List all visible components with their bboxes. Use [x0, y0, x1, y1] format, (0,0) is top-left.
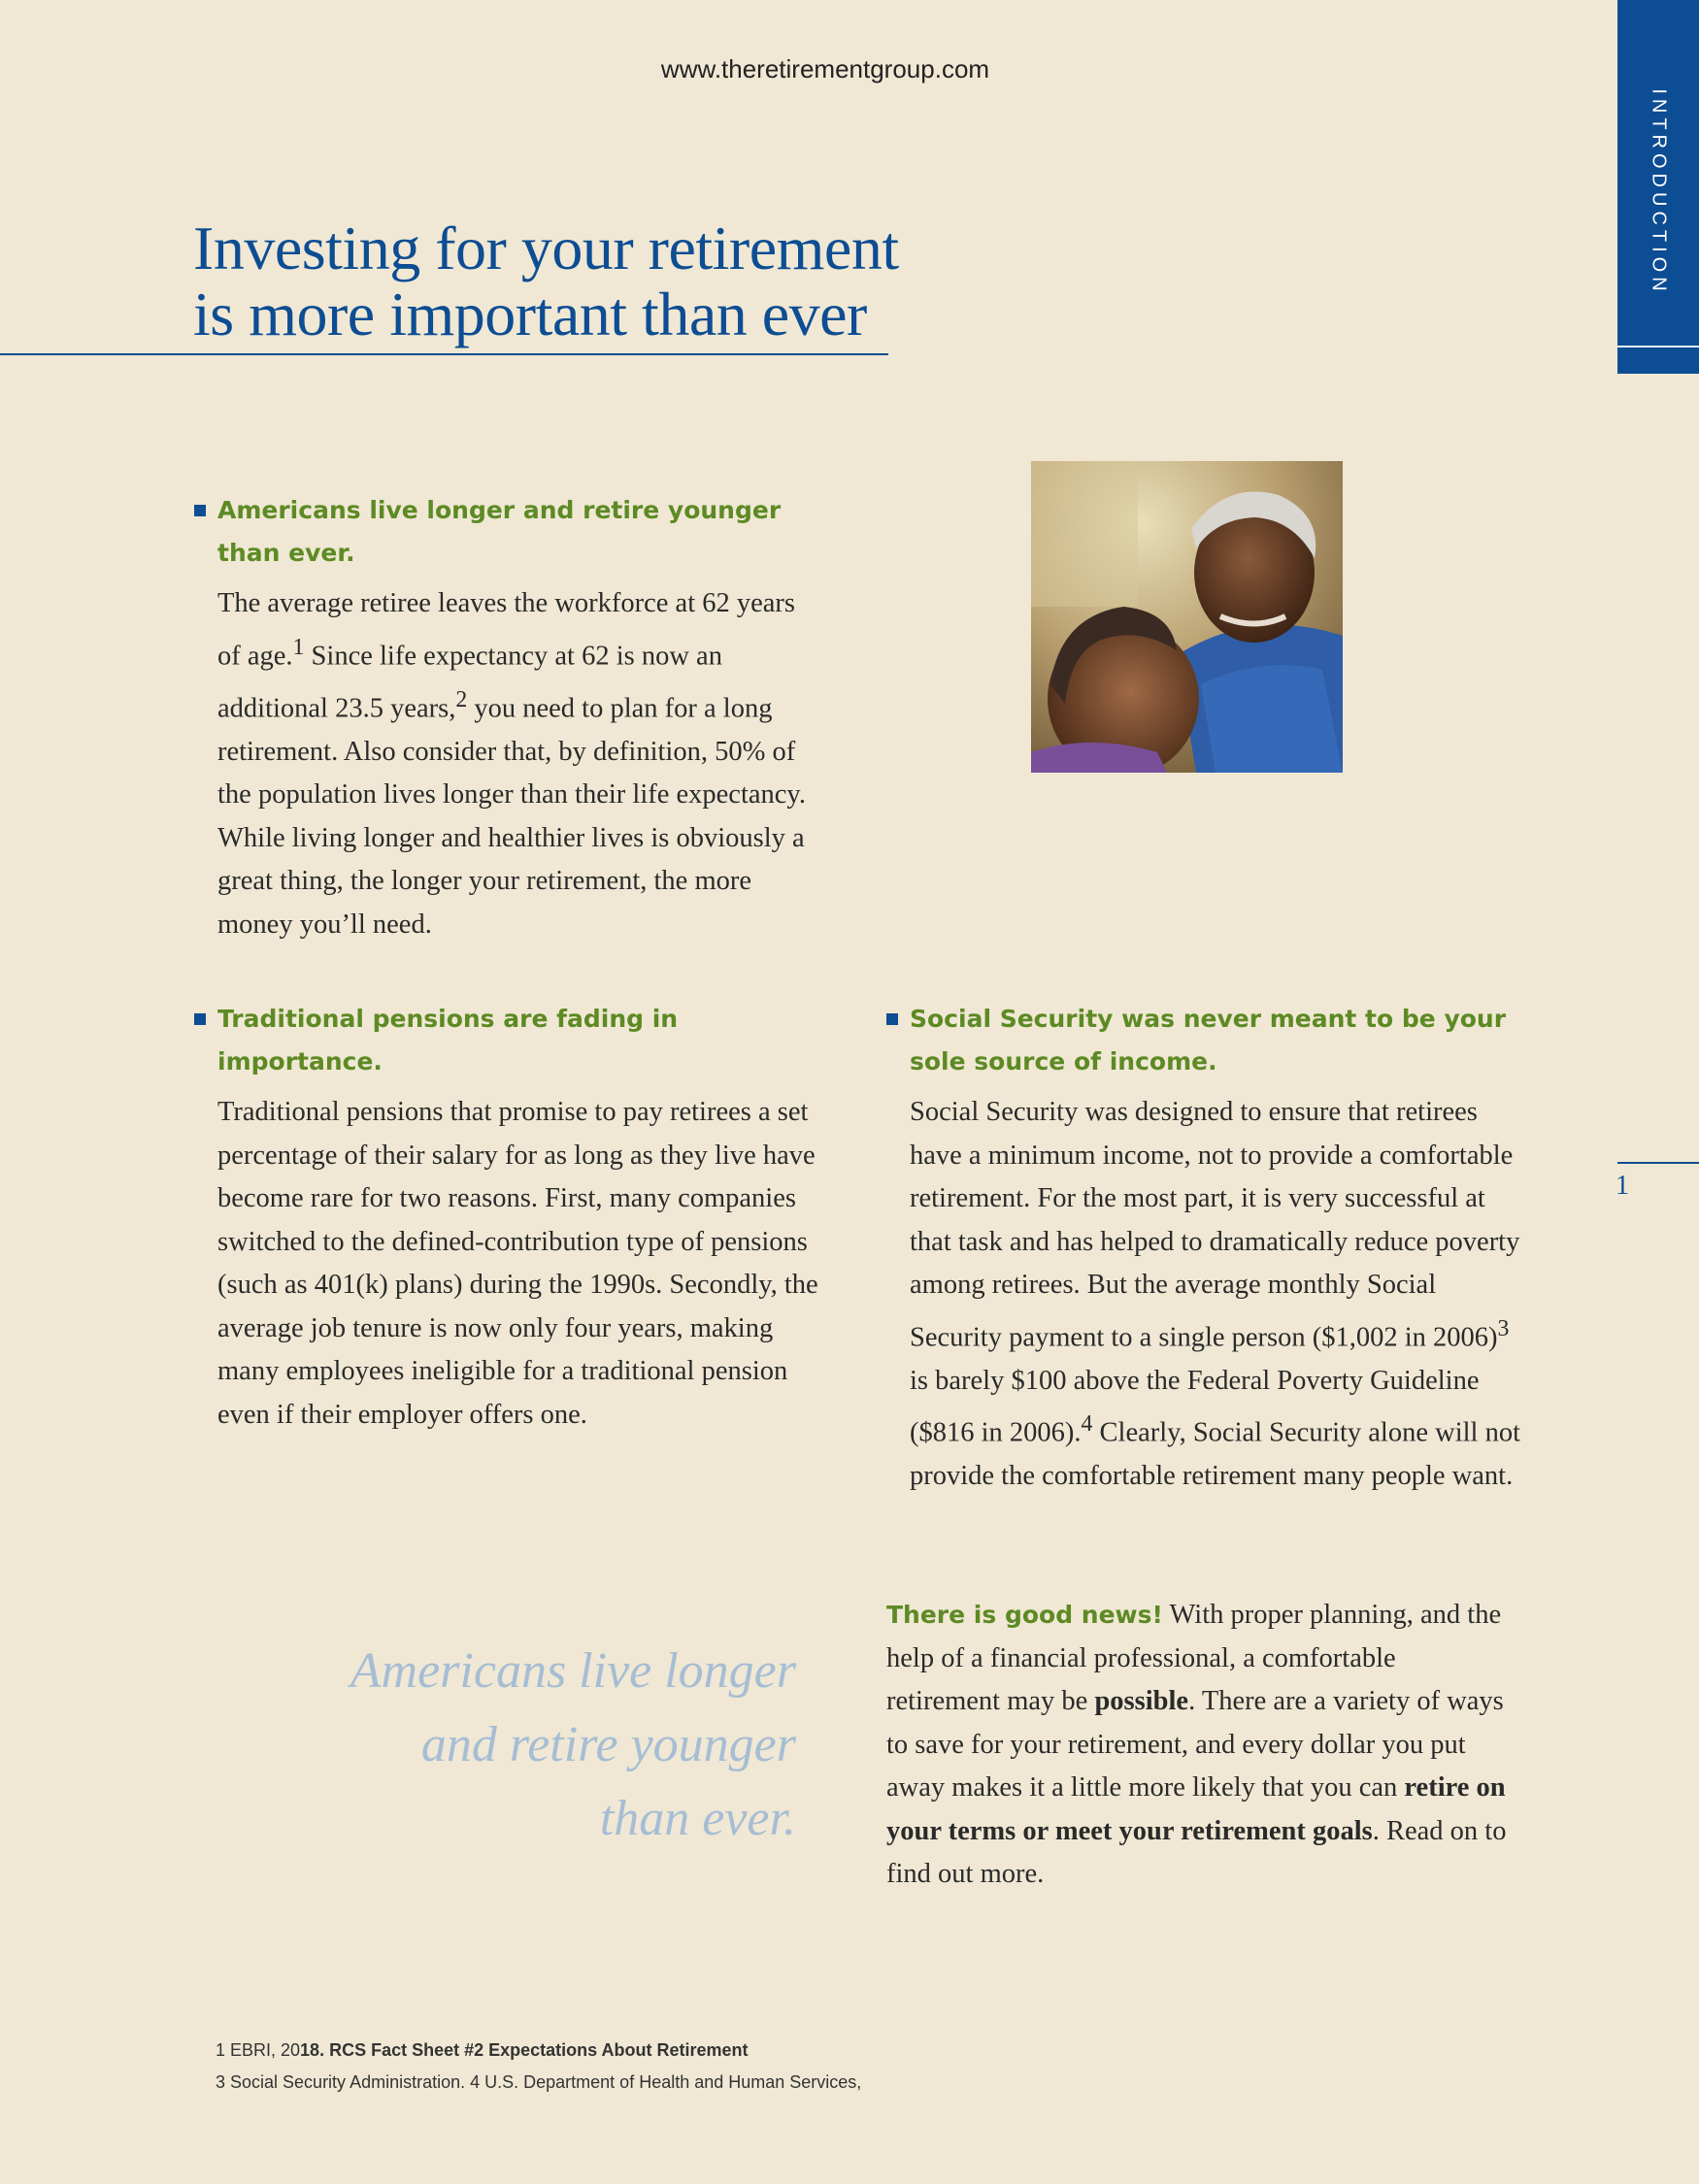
footnote-ref-4: 4 [1081, 1411, 1093, 1437]
good-news-paragraph [886, 1594, 1508, 1897]
section-body-text: you need to plan for a long retirement. Also consider that, by definition, 50% of the population lives longer than their life expectancy. While living longer and healthier lives is obviously a great thing, the longer your retirement, the more money you’ll need. [217, 693, 806, 940]
section-body-text: Since life expectancy at 62 is now an additional 23.5 years, [217, 641, 722, 723]
section-social-security [886, 998, 1527, 1499]
square-bullet-icon [194, 505, 206, 516]
footnote-line: 3 Social Security Administration. 4 U.S. Department of Health and Human Services, [216, 2072, 862, 2092]
section-heading [886, 998, 1527, 1083]
header-url: www.theretirementgroup.com [660, 54, 990, 83]
side-tab [1617, 0, 1699, 374]
section-body-text: The average retiree leaves the workforce at 62 years of age. [217, 588, 795, 671]
title-underline [0, 353, 888, 355]
footnote-ref-3: 3 [1497, 1315, 1510, 1341]
couple-photo-image [1031, 461, 1343, 773]
section-heading-text: Traditional pensions are fading in importance. [217, 1005, 679, 1075]
square-bullet-icon [886, 1013, 898, 1025]
couple-photo [1031, 461, 1343, 773]
square-bullet-icon [194, 1013, 206, 1025]
section-heading [194, 998, 835, 1083]
side-tab-label: INTRODUCTION [1648, 88, 1670, 296]
section-heading [194, 489, 816, 575]
section-body-text: Social Security was designed to ensure that retirees have a minimum income, not to provide a comfortable retirement. For the most part, it is very successful at that task and has helped to dramatically reduce poverty among retirees. But the average monthly Social Security payment to a single person ($1,002 in 2006) [910, 1097, 1520, 1352]
section-heading-text: Social Security was never meant to be your sole source of income. [910, 1005, 1507, 1075]
page-title-line-2: is more important than ever [193, 280, 867, 348]
section-body: Traditional pensions that promise to pay retirees a set percentage of their salary for as long as they live have become rare for two reasons. First, many companies switched to the defined-contribution type of pensions (such as 401(k) plans) during the 1990s. Secondly, the average job tenure is now only four years, making many employees ineligible for a traditional pension even if their employer offers one. [217, 1097, 818, 1430]
page-title-line-1: Investing for your retirement [193, 214, 899, 282]
good-news-emphasis: possible [1094, 1686, 1189, 1716]
page-title [193, 215, 899, 347]
footnote-line [216, 2035, 861, 2067]
section-body [886, 1091, 1527, 1499]
section-body [194, 582, 816, 946]
footnote-text: 1 EBRI, 20 [216, 2040, 301, 2060]
section-live-longer [194, 489, 816, 946]
good-news-emphasis: retire on your terms or meet your retirement goals [886, 1772, 1506, 1846]
section-heading-text: Americans live longer and retire younger than ever. [217, 496, 782, 567]
footnote-text: 18. RCS Fact Sheet #2 Expectations About Retirement [300, 2040, 749, 2060]
good-news-text: . Read on to find out more. [886, 1815, 1507, 1889]
good-news-text: . There are a variety of ways to save for your retirement, and every dollar you put away makes it a little more likely that you can [886, 1686, 1504, 1803]
pull-quote-line: Americans live longer [350, 1643, 796, 1699]
good-news-lead: There is good news! [886, 1601, 1163, 1629]
good-news-text: With proper planning, and the help of a financial professional, a comfortable retirement may be [886, 1600, 1502, 1716]
footnote-ref-2: 2 [455, 686, 468, 712]
page-number: 1 [1616, 1171, 1629, 1201]
pull-quote-line: and retire younger [420, 1717, 796, 1772]
footnote-ref-1: 1 [292, 634, 305, 660]
section-body-text: Clearly, Social Security alone will not provide the comfortable retirement many people want. [910, 1417, 1521, 1491]
section-body-text: is barely $100 above the Federal Poverty Guideline ($816 in 2006). [910, 1365, 1480, 1448]
pull-quote-line: than ever. [599, 1791, 796, 1846]
side-tab-rule [1617, 346, 1699, 347]
section-pensions [194, 998, 835, 1437]
page-number-rule [1617, 1162, 1699, 1164]
pull-quote [291, 1635, 796, 1856]
footnotes [216, 2035, 861, 2099]
